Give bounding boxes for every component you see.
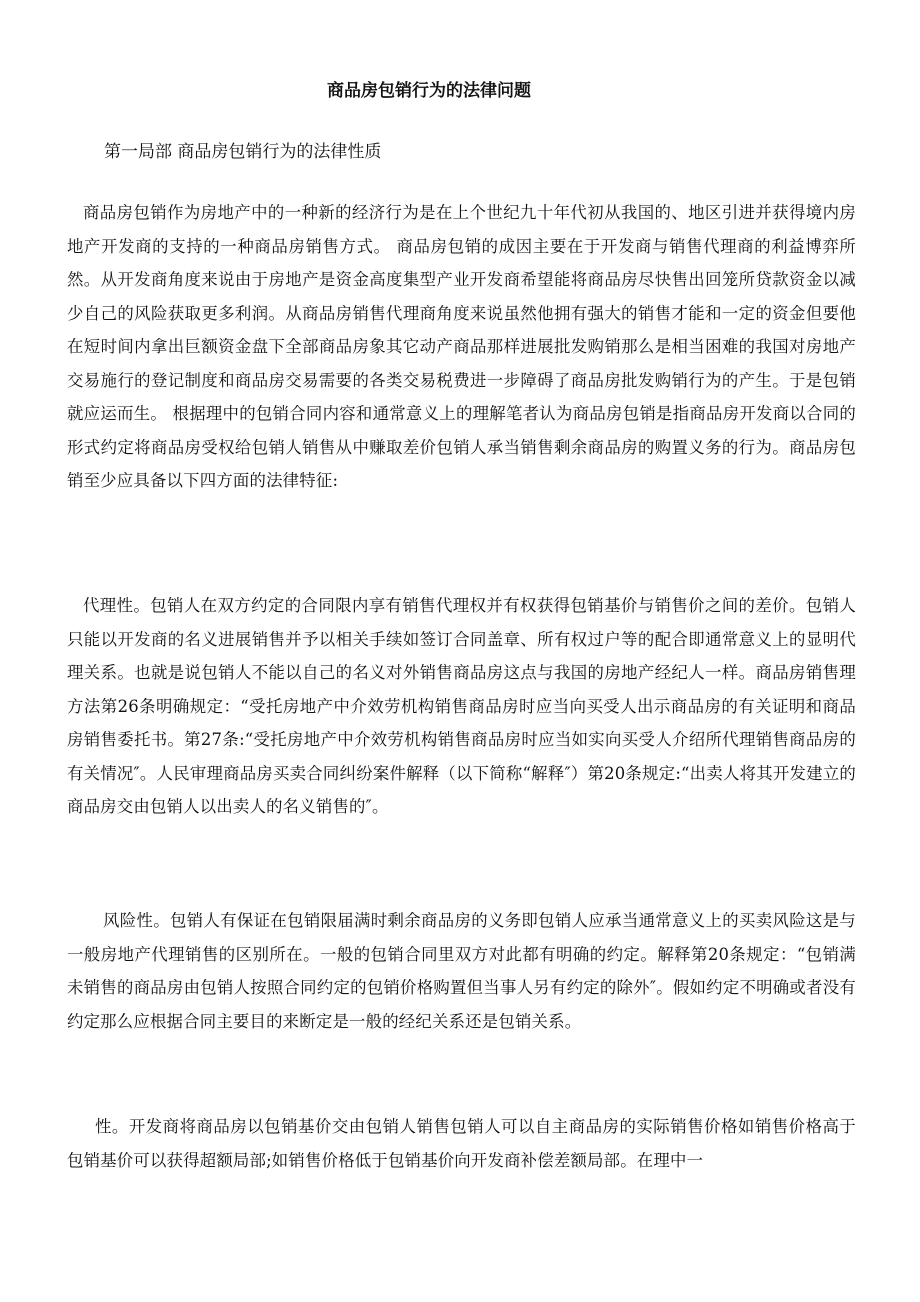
document-title: 商品房包销行为的法律问题: [327, 81, 531, 101]
paragraph-introduction: 商品房包销作为房地产中的一种新的经济行为是在上个世纪九十年代初从我国的、地区引进并获得境内房地产开发商的支持的一种商品房销售方式。 商品房包销的成因主要在于开发商与销售代理商的利益博弈所然。从开发商角度来说由于房地产是资金高度集型产业开发商希望能将商品房尽快售出回笼所贷款资金以减少自己的风险获取更多利润。从商品房销售代理商角度来说虽然他拥有强大的销售才能和一定的资金但要他在短时间内拿出巨额资金盘下全部商品房象其它动产商品那样进展批发购销那么是相当困难的我国对房地产交易施行的登记制度和商品房交易需要的各类交易税费进一步障碍了商品房批发购销行为的产生。于是包销就应运而生。 根据理中的包销合同内容和通常意义上的理解笔者认为商品房包销是指商品房开发商以合同的形式约定将商品房受权给包销人销售从中赚取差价包销人承当销售剩余商品房的购置义务的行为。商品房包销至少应具备以下四方面的法律特征:: [67, 203, 856, 490]
paragraph-agency: 代理性。包销人在双方约定的合同限内享有销售代理权并有权获得包销基价与销售价之间的差价。包销人只能以开发商的名义进展销售并予以相关手续如签订合同盖章、所有权过户等的配合即通常意义上的显明代理关系。也就是说包销人不能以自己的名义对外销售商品房这点与我国的房地产经纪人一样。商品房销售理方法第26条明确规定：“受托房地产中介效劳机构销售商品房时应当向买受人出示商品房的有关证明和商品房销售委托书。第27条:“受托房地产中介效劳机构销售商品房时应当如实向买受人介绍所代理销售商品房的有关情况″。人民审理商品房买卖合同纠纷案件解释（以下简称“解释″）第20条规定:“出卖人将其开发建立的商品房交由包销人以出卖人的名义销售的″。: [67, 596, 856, 816]
paragraph-pricing: 性。开发商将商品房以包销基价交由包销人销售包销人可以自主商品房的实际销售价格如销售价格高于包销基价可以获得超额局部;如销售价格低于包销基价向开发商补偿差额局部。在理中一: [67, 1117, 856, 1170]
section-heading: 第一局部 商品房包销行为的法律性质: [104, 142, 382, 162]
paragraph-risk: 风险性。包销人有保证在包销限届满时剩余商品房的义务即包销人应承当通常意义上的买卖风险这是与一般房地产代理销售的区别所在。一般的包销合同里双方对此都有明确的约定。解释第20条规定：“包销满未销售的商品房由包销人按照合同约定的包销价格购置但当事人另有约定的除外″。假如约定不明确或者没有约定那么应根据合同主要目的来断定是一般的经纪关系还是包销关系。: [67, 911, 856, 1031]
